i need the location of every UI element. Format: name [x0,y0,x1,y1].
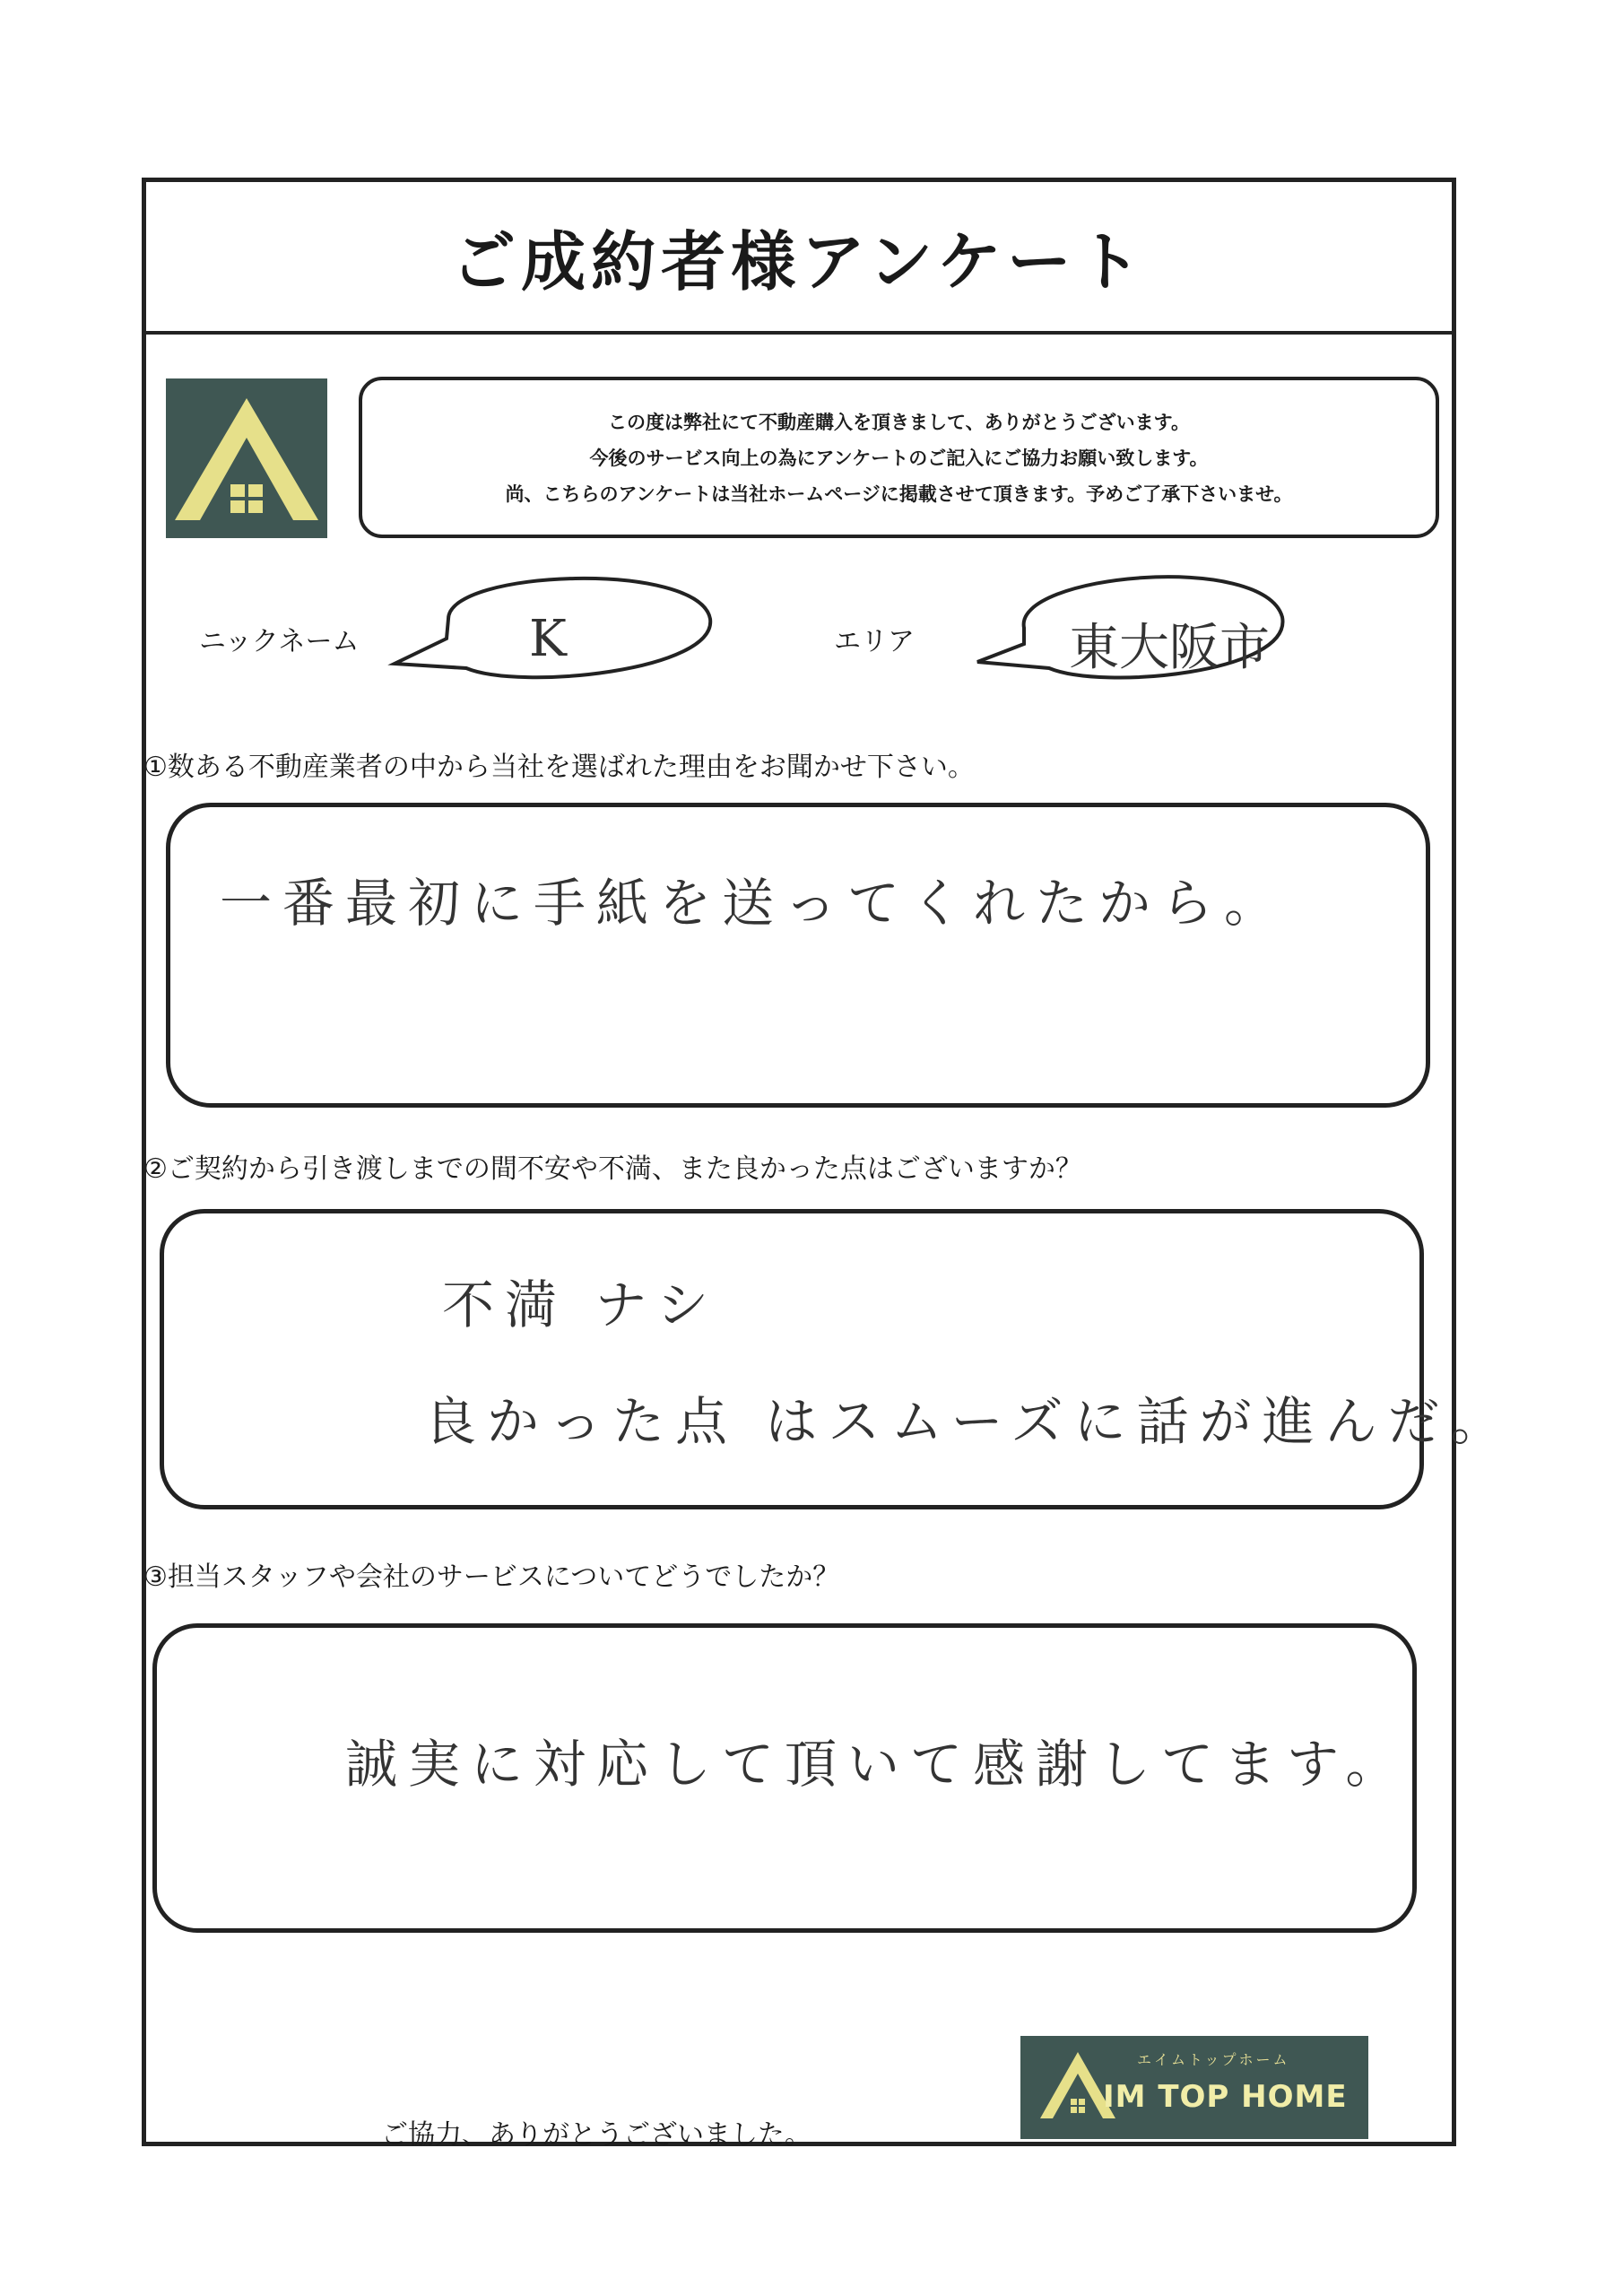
brand-kana: エイムトップホーム [1137,2051,1290,2068]
answer-2-line-1: 不満 ナシ [442,1274,720,1335]
intro-line: 今後のサービス向上の為にアンケートのご記入にご協力お願い致します。 [589,448,1209,469]
intro-line: この度は弊社にて不動産購入を頂きまして、ありがとうございます。 [608,412,1190,433]
house-roof-icon [166,378,327,538]
question-3-label: ③担当スタッフや会社のサービスについてどうでしたか？ [143,1561,840,1593]
question-1-label: ①数ある不動産業者の中から当社を選ばれた理由をお聞かせ下さい。 [143,752,975,783]
intro-line: 尚、こちらのアンケートは当社ホームページに掲載させて頂きます。予めご了承下さいませ。 [505,483,1293,505]
brand-logo [1020,2036,1368,2139]
nickname-label: ニックネーム [199,626,360,657]
answer-box-2 [160,1209,1514,1509]
answer-box-3 [152,1623,1417,1933]
brand-name: IM TOP HOME [1103,2079,1348,2115]
answer-1-line-1: 一番最初に手紙を送ってくれたから。 [220,873,1288,934]
intro-message-box [359,377,1439,538]
company-logo [166,378,327,538]
nickname-value: K [529,610,567,668]
answer-2-line-2: 良かった点 はスムーズに話が進んだ。 [424,1391,1514,1452]
answer-box-1 [166,803,1430,1108]
question-2-label: ②ご契約から引き渡しまでの間不安や不満、また良かった点はございますか？ [143,1153,1082,1185]
closing-message: ご協力、ありがとうございました。 [381,2119,812,2151]
area-value: 東大阪市 [1069,619,1270,677]
area-label: エリア [834,626,915,657]
answer-3-line-1: 誠実に対応して頂いて感謝してます。 [345,1734,1409,1795]
title-bar [146,182,1452,335]
page-title: ご成約者様アンケート [451,224,1147,300]
